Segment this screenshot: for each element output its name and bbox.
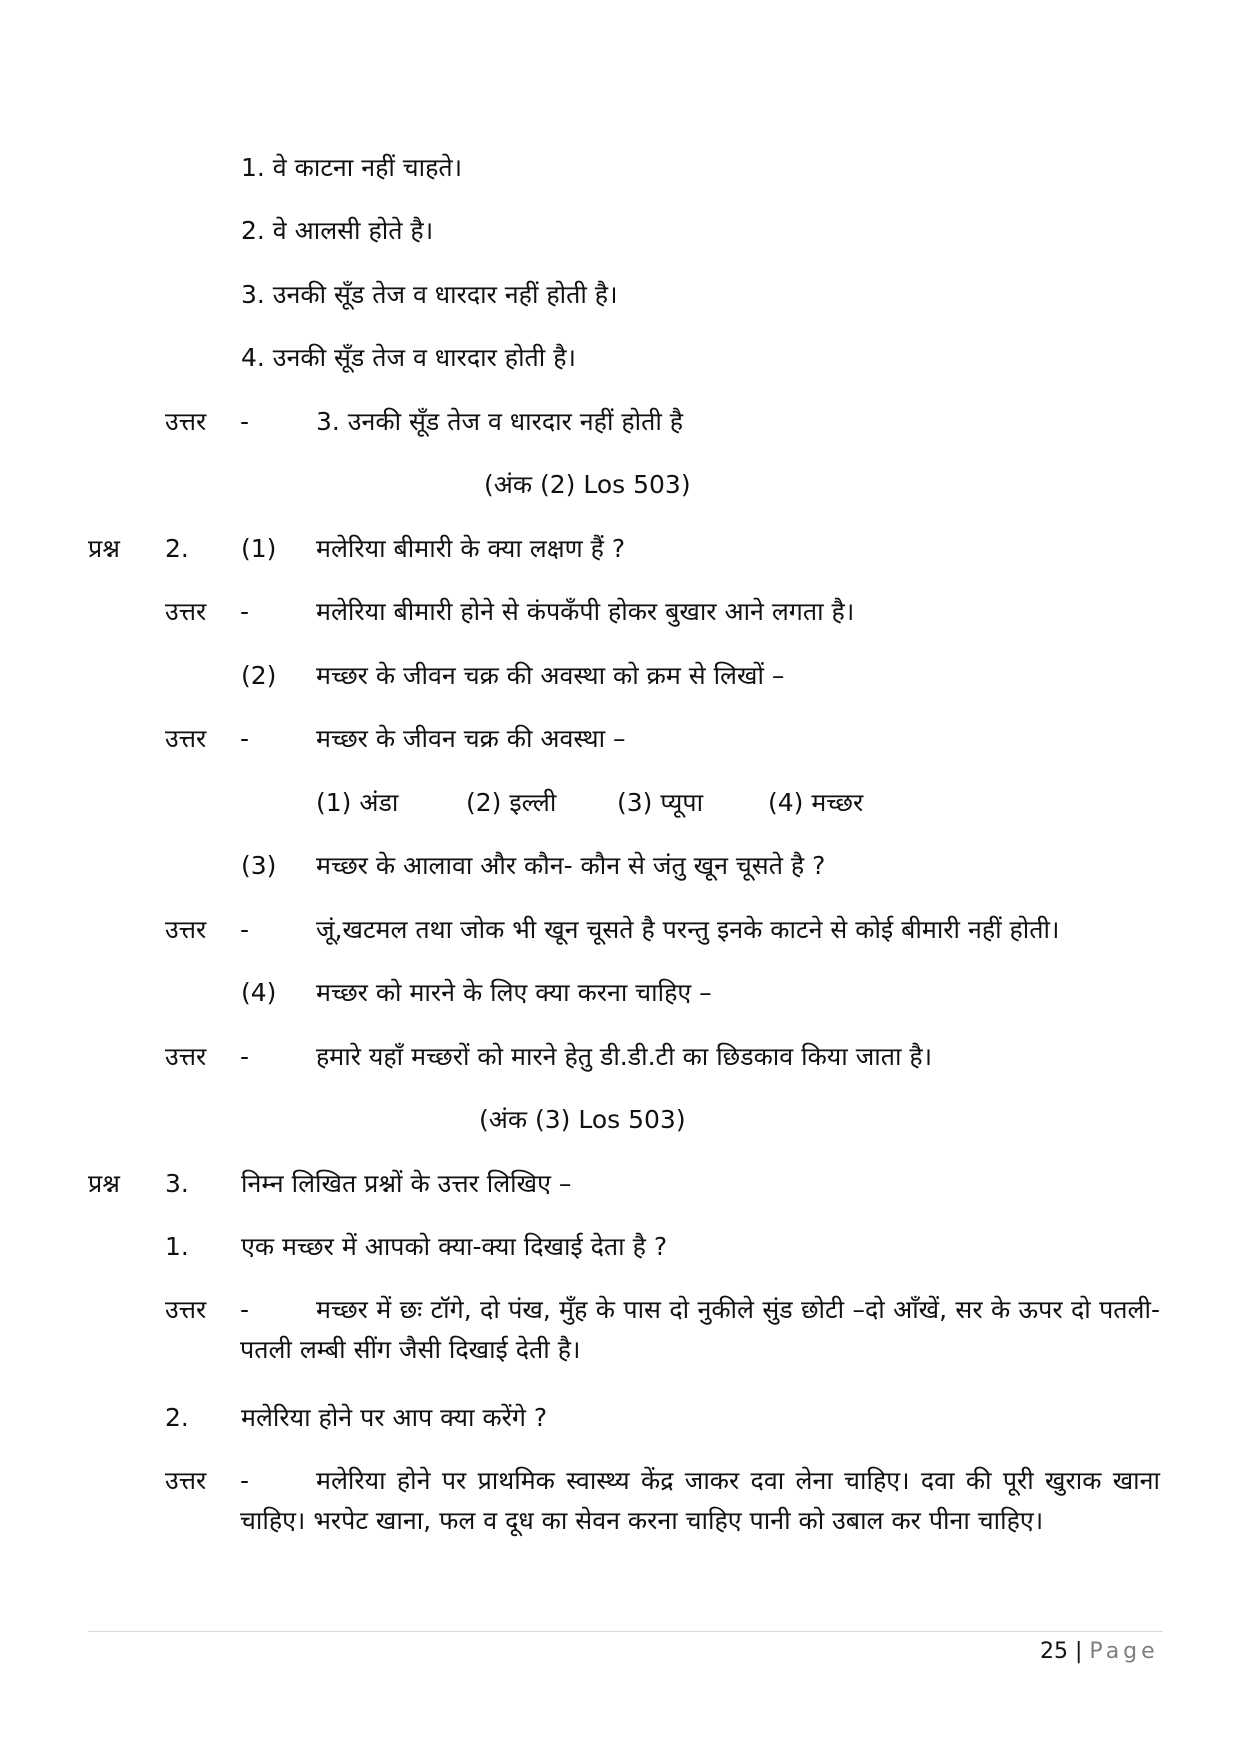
sub-question-text: एक मच्छर में आपको क्या-क्या दिखाई देता है ? bbox=[241, 1232, 668, 1261]
marks-note: (अंक (2) Los 503) bbox=[484, 470, 691, 499]
answer-label: उत्तर bbox=[165, 1466, 207, 1495]
footer-divider bbox=[88, 1631, 1163, 1632]
answer-text: जूं,खटमल तथा जोक भी खून चूसते है परन्तु इनके काटने से कोई बीमारी नहीं होती। bbox=[316, 915, 1060, 944]
answer-text: हमारे यहाँ मच्छरों को मारने हेतु डी.डी.टी का छिडकाव किया जाता है। bbox=[316, 1042, 933, 1071]
answer-dash: - bbox=[240, 597, 250, 626]
sub-question-number: (2) bbox=[241, 661, 277, 690]
question-number: 3. bbox=[165, 1169, 189, 1198]
sub-question-text: मच्छर को मारने के लिए क्या करना चाहिए – bbox=[316, 978, 712, 1007]
question-number: 2. bbox=[165, 534, 189, 563]
sub-question-text: मलेरिया होने पर आप क्या करेंगे ? bbox=[241, 1403, 548, 1432]
stage-item: (1) अंडा bbox=[316, 788, 399, 817]
question-label: प्रश्न bbox=[88, 1169, 120, 1198]
option-4: 4. उनकी सूँड तेज व धारदार होती है। bbox=[241, 343, 576, 372]
sub-question-number: (1) bbox=[241, 534, 277, 563]
sub-question-text: मच्छर के जीवन चक्र की अवस्था को क्रम से लिखों – bbox=[316, 661, 785, 690]
q1-answer: 3. उनकी सूँड तेज व धारदार नहीं होती है bbox=[316, 407, 684, 436]
answer-text: मच्छर के जीवन चक्र की अवस्था – bbox=[316, 724, 626, 753]
answer-label: उत्तर bbox=[165, 724, 207, 753]
answer-label: उत्तर bbox=[165, 1042, 207, 1071]
sub-question-number: 2. bbox=[165, 1403, 189, 1432]
answer-paragraph: मच्छर में छः टॉगे, दो पंख, मुँह के पास दो नुकीले सुंड छोटी –दो आँखें, सर के ऊपर दो पतली-पतली लम्बी सींग जैसी दिखाई देती है। bbox=[240, 1295, 1160, 1364]
sub-question-text: मलेरिया बीमारी के क्या लक्षण हैं ? bbox=[316, 534, 626, 563]
answer-text: मलेरिया बीमारी होने से कंपकँपी होकर बुखार आने लगता है। bbox=[316, 597, 855, 626]
answer-label: उत्तर bbox=[165, 915, 207, 944]
answer-label: उत्तर bbox=[165, 407, 207, 436]
option-3: 3. उनकी सूँड तेज व धारदार नहीं होती है। bbox=[241, 280, 618, 309]
answer-dash: - bbox=[240, 1042, 250, 1071]
option-2: 2. वे आलसी होते है। bbox=[241, 216, 434, 245]
option-1: 1. वे काटना नहीं चाहते। bbox=[241, 153, 463, 182]
stage-item: (3) प्यूपा bbox=[617, 788, 704, 817]
answer-label: उत्तर bbox=[165, 597, 207, 626]
marks-note: (अंक (3) Los 503) bbox=[479, 1105, 686, 1134]
page-label: Page bbox=[1089, 1639, 1159, 1664]
page-number: 25 bbox=[1040, 1639, 1068, 1664]
sub-question-text: मच्छर के आलावा और कौन- कौन से जंतु खून चूसते है ? bbox=[316, 851, 826, 880]
answer-dash: - bbox=[240, 407, 250, 436]
answer-dash: - bbox=[240, 1295, 250, 1324]
question-title: निम्न लिखित प्रश्नों के उत्तर लिखिए – bbox=[241, 1169, 572, 1198]
answer-dash: - bbox=[240, 724, 250, 753]
answer-dash: - bbox=[240, 1466, 250, 1495]
sub-question-number: 1. bbox=[165, 1232, 189, 1261]
page-separator: | bbox=[1075, 1639, 1083, 1664]
page-footer bbox=[1040, 1638, 1159, 1666]
stage-item: (2) इल्ली bbox=[466, 788, 557, 817]
answer-dash: - bbox=[240, 915, 250, 944]
question-label: प्रश्न bbox=[88, 534, 120, 563]
sub-question-number: (4) bbox=[241, 978, 277, 1007]
answer-label: उत्तर bbox=[165, 1295, 207, 1324]
sub-question-number: (3) bbox=[241, 851, 277, 880]
stage-item: (4) मच्छर bbox=[768, 788, 864, 817]
answer-paragraph: मलेरिया होने पर प्राथमिक स्वास्थ्य केंद्र जाकर दवा लेना चाहिए। दवा की पूरी खुराक खाना चाहिए। भरपेट खाना, फल व दूध का सेवन करना चाहिए पानी को उबाल कर पीना चाहिए। bbox=[240, 1466, 1160, 1535]
